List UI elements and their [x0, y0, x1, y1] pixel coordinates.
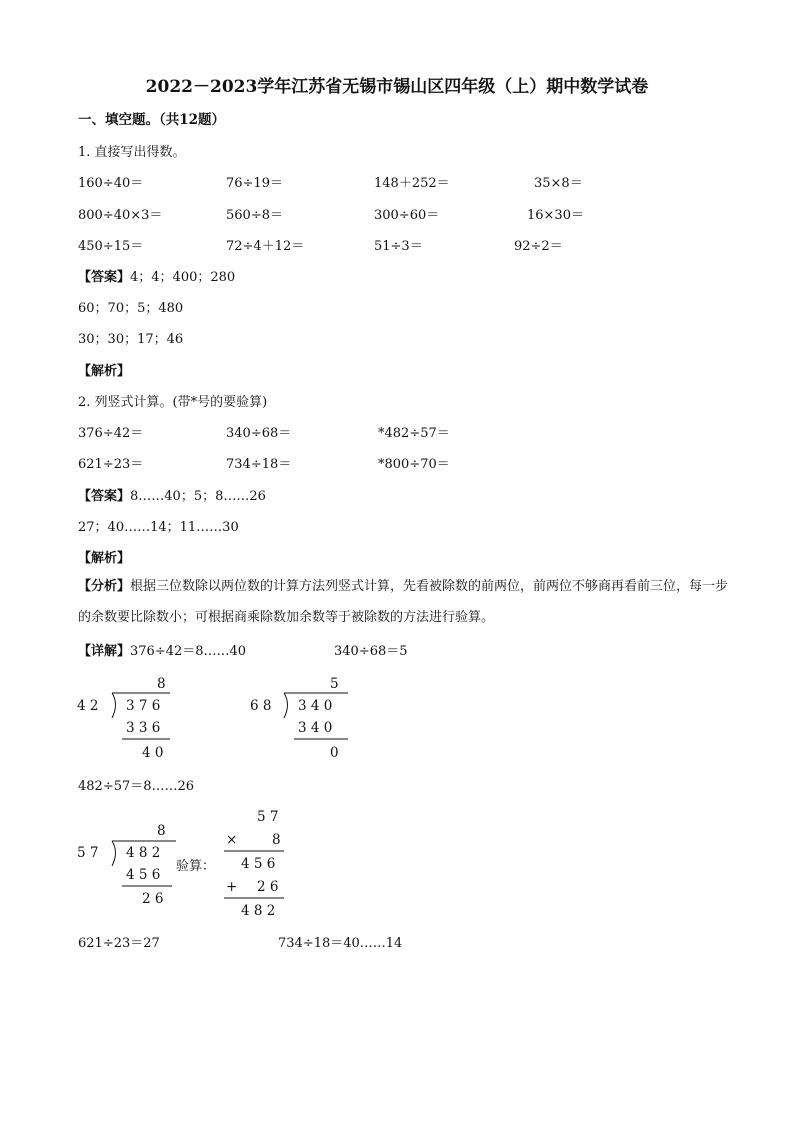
- q1-item: 560÷8＝: [226, 208, 283, 223]
- addend: 2 6: [257, 879, 279, 895]
- q1-item: 148＋252＝: [374, 176, 450, 191]
- multiply-line: [224, 850, 284, 852]
- analysis-tag: 【解析】: [78, 364, 131, 379]
- q1-item: 72÷4＋12＝: [226, 239, 305, 254]
- answer-text: 4；4；400；280: [130, 270, 236, 285]
- dividend: 4 8 2: [126, 845, 161, 861]
- quotient: 5: [330, 676, 339, 692]
- section-heading: 一、填空题。（共12题）: [78, 112, 226, 128]
- multiply-sign: ×: [226, 832, 238, 848]
- remainder: 0: [330, 745, 339, 761]
- q2-item: 340÷68＝: [226, 426, 292, 441]
- factor-a: 5 7: [257, 809, 279, 825]
- q2-item: 734÷18＝: [226, 457, 292, 472]
- analysis-tag: 【解析】: [78, 551, 131, 566]
- question-1-stem: 1. 直接写出得数。: [78, 145, 186, 160]
- q2-item: 376÷42＝: [78, 426, 144, 441]
- detail-eq: 482÷57＝8……26: [78, 779, 195, 794]
- q2-answer-line: [78, 485, 266, 504]
- q2-answer-line: 27；40……14；11……30: [78, 520, 239, 535]
- q1-item: 450÷15＝: [78, 239, 144, 254]
- q1-answer-line: [78, 266, 235, 285]
- quotient: 8: [157, 823, 166, 839]
- divisor: 4 2: [77, 698, 99, 714]
- q1-item: 92÷2＝: [514, 239, 563, 254]
- q1-item: 800÷40×3＝: [78, 208, 163, 223]
- q1-item: 16×30＝: [527, 208, 584, 223]
- analysis-label: 【分析】: [78, 579, 131, 594]
- dividend: 3 7 6: [126, 698, 161, 714]
- divisor: 6 8: [250, 698, 272, 714]
- detail-eq: 621÷23＝27: [78, 936, 160, 951]
- detail-label: 【详解】: [78, 644, 131, 659]
- dividend: 3 4 0: [298, 698, 333, 714]
- q1-item: 76÷19＝: [226, 176, 283, 191]
- page-title: 2022－2023学年江苏省无锡市锡山区四年级（上）期中数学试卷: [145, 77, 649, 97]
- check-label: 验算：: [176, 859, 216, 874]
- q1-item: 35×8＝: [534, 176, 583, 191]
- remainder: 4 0: [142, 745, 164, 761]
- divisor: 5 7: [77, 845, 99, 861]
- detail-eq: 340÷68＝5: [334, 644, 408, 659]
- q2-item: 621÷23＝: [78, 457, 144, 472]
- remainder: 2 6: [142, 891, 164, 907]
- answer-text: 8……40；5；8……26: [130, 489, 266, 504]
- sum-line: [224, 897, 284, 899]
- detail-eq: 376÷42＝8……40: [130, 644, 247, 659]
- answer-tag: 【答案】: [78, 270, 131, 285]
- q1-item: 51÷3＝: [374, 239, 423, 254]
- q1-item: 160÷40＝: [78, 176, 144, 191]
- analysis-text: 根据三位数除以两位数的计算方法列竖式计算，先看被除数的前两位，前两位不够商再看前三位，每一步的余数要比除数小；可根据商乘除数加余数等于被除数的方法进行验算。: [78, 579, 729, 625]
- factor-b: 8: [272, 832, 281, 848]
- detail-line: [78, 640, 246, 659]
- q1-answer-line: 30；30；17；46: [78, 332, 184, 347]
- subtraction-line: [122, 738, 170, 740]
- q1-answer-line: 60；70；5；480: [78, 301, 184, 316]
- subtraction-line: [122, 885, 172, 887]
- product: 4 5 6: [241, 856, 276, 872]
- sum: 4 8 2: [241, 903, 276, 919]
- q2-item: *482÷57＝: [378, 426, 450, 441]
- question-2-stem: 2. 列竖式计算。(带*号的要验算): [78, 395, 268, 410]
- analysis-paragraph: [78, 571, 738, 633]
- quotient: 8: [157, 676, 166, 692]
- q1-item: 300÷60＝: [374, 208, 440, 223]
- detail-eq: 734÷18＝40……14: [278, 936, 403, 951]
- product: 3 4 0: [298, 720, 333, 736]
- answer-tag: 【答案】: [78, 489, 131, 504]
- product: 3 3 6: [126, 720, 161, 736]
- subtraction-line: [294, 738, 348, 740]
- q2-item: *800÷70＝: [378, 457, 450, 472]
- product: 4 5 6: [126, 867, 161, 883]
- plus-sign: +: [226, 879, 238, 895]
